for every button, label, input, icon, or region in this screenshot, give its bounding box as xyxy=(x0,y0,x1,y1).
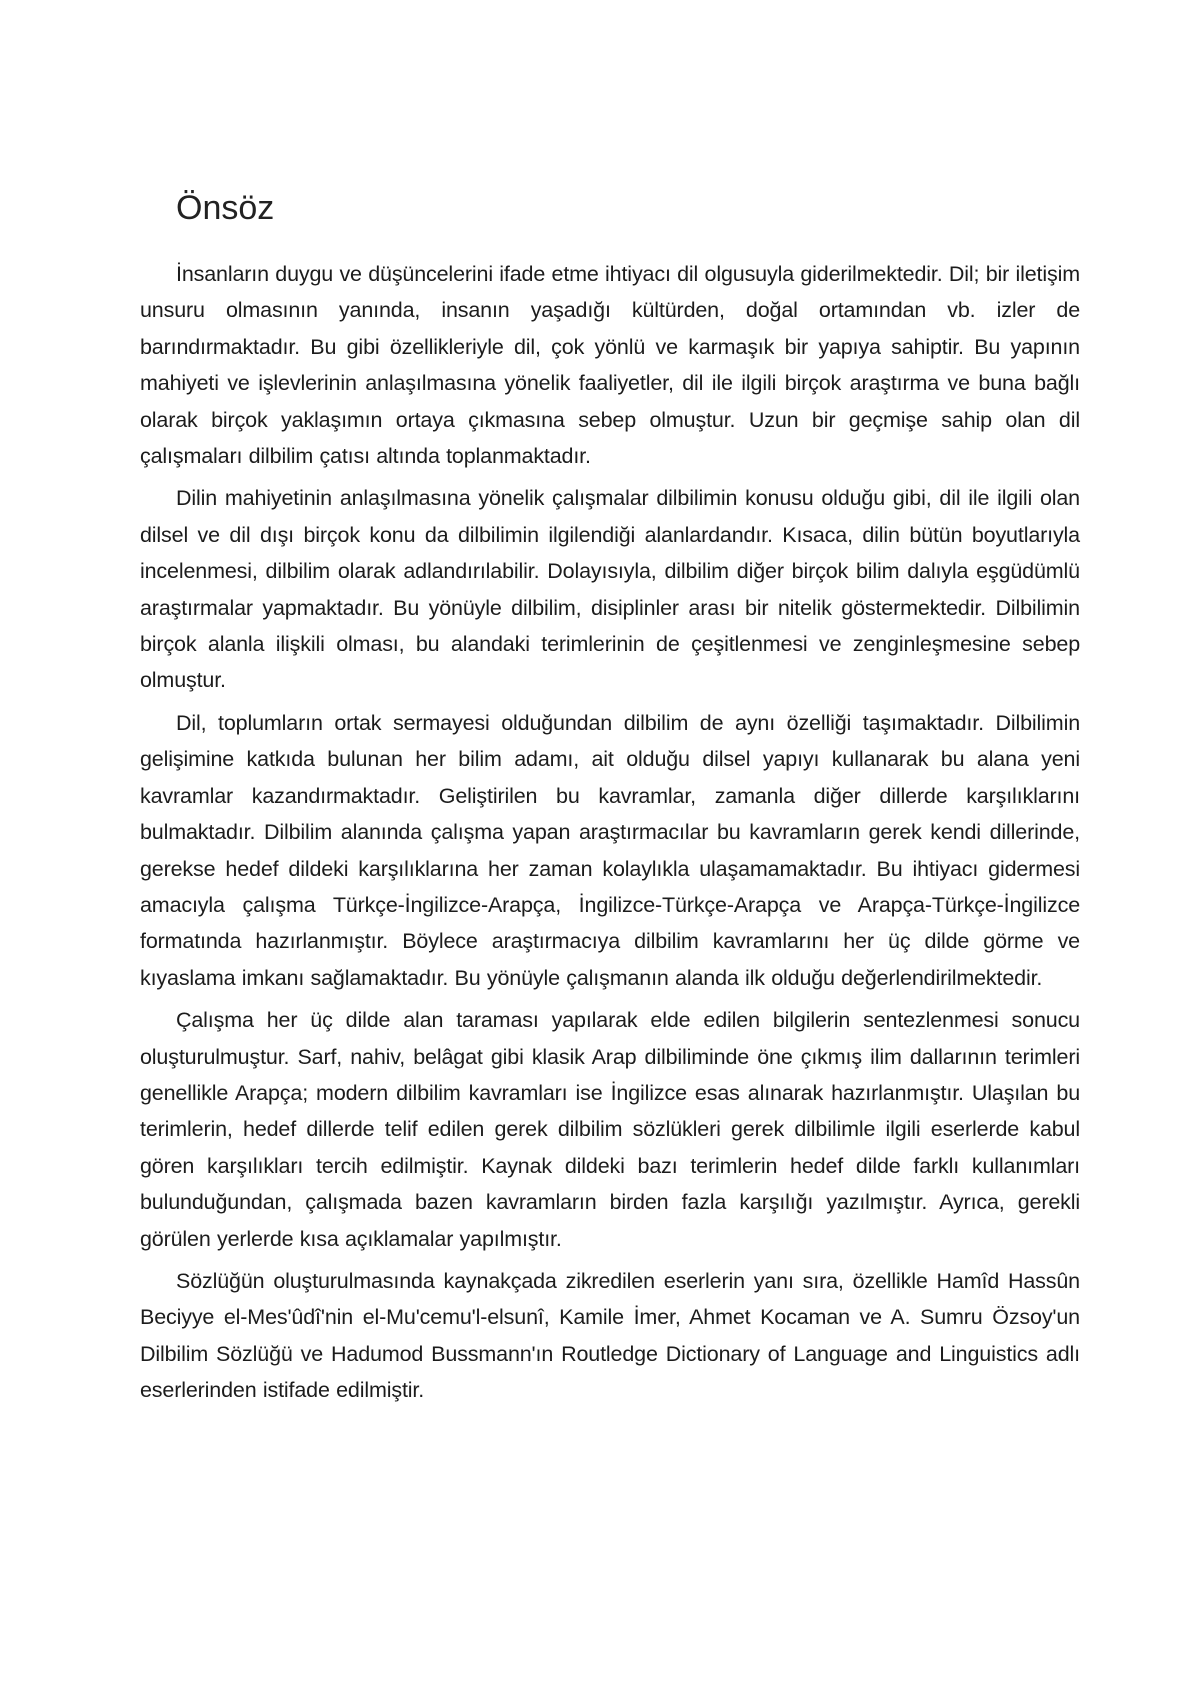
paragraph-1: İnsanların duygu ve düşüncelerini ifade etme ihtiyacı dil olgusuyla giderilmektedir. Dil; bir iletişim unsuru olmasının yanında, insanın yaşadığı kültürden, doğal ortamından vb. izler de barındırmaktadır. Bu gibi özellikleriyle dil, çok yönlü ve karmaşık bir yapıya sahiptir. Bu yapının mahiyeti ve işlevlerinin anlaşılmasına yönelik faaliyetler, dil ile ilgili birçok araştırma ve buna bağlı olarak birçok yaklaşımın ortaya çıkmasına sebep olmuştur. Uzun bir geçmişe sahip olan dil çalışmaları dilbilim çatısı altında toplanmaktadır. xyxy=(140,262,1080,469)
paragraph-4: Çalışma her üç dilde alan taraması yapılarak elde edilen bilgilerin sentezlenmesi sonucu oluşturulmuştur. Sarf, nahiv, belâgat gibi klasik Arap dilbiliminde öne çıkmış ilim dallarının terimleri genellikle Arapça; modern dilbilim kavramları ise İngilizce esas alınarak hazırlanmıştır. Ulaşılan bu terimlerin, hedef dillerde telif edilen gerek dilbilim sözlükleri gerek dilbilimle ilgili eserlerde kabul gören karşılıkları tercih edilmiştir. Kaynak dildeki bazı terimlerin hedef dilde farklı kullanımları bulunduğundan, çalışmada bazen kavramların birden fazla karşılığı yazılmıştır. Ayrıca, gerekli görülen yerlerde kısa açıklamalar yapılmıştır. xyxy=(140,1008,1080,1251)
document-page xyxy=(140,188,1080,1415)
paragraph-5: Sözlüğün oluşturulmasında kaynakçada zikredilen eserlerin yanı sıra, özellikle Hamîd Hassûn Beciyye el-Mes'ûdî'nin el-Mu'cemu'l-elsunî, Kamile İmer, Ahmet Kocaman ve A. Sumru Özsoy'un Dilbilim Sözlüğü ve Hadumod Bussmann'ın Routledge Dictionary of Language and Linguistics adlı eserlerinden istifade edilmiştir. xyxy=(140,1268,1080,1403)
paragraph-2: Dilin mahiyetinin anlaşılmasına yönelik çalışmalar dilbilimin konusu olduğu gibi, dil ile ilgili olan dilsel ve dil dışı birçok konu da dilbilimin ilgilendiği alanlardandır. Kısaca, dilin bütün boyutlarıyla incelenmesi, dilbilim olarak adlandırılabilir. Dolayısıyla, dilbilim diğer birçok bilim dalıyla eşgüdümlü araştırmalar yapmaktadır. Bu yönüyle dilbilim, disiplinler arası bir nitelik göstermektedir. Dilbilimin birçok alanla ilişkili olması, bu alandaki terimlerinin de çeşitlenmesi ve zenginleşmesine sebep olmuştur. xyxy=(140,486,1080,693)
page-title: Önsöz xyxy=(176,189,275,227)
document-body xyxy=(140,256,1080,1409)
paragraph-3: Dil, toplumların ortak sermayesi olduğundan dilbilim de aynı özelliği taşımaktadır. Dilbilimin gelişimine katkıda bulunan her bilim adamı, ait olduğu dilsel yapıyı kullanarak bu alana yeni kavramlar kazandırmaktadır. Geliştirilen bu kavramlar, zamanla diğer dillerde karşılıklarını bulmaktadır. Dilbilim alanında çalışma yapan araştırmacılar bu kavramların gerek kendi dillerinde, gerekse hedef dildeki karşılıklarına her zaman kolaylıkla ulaşamamaktadır. Bu ihtiyacı gidermesi amacıyla çalışma Türkçe-İngilizce-Arapça, İngilizce-Türkçe-Arapça ve Arapça-Türkçe-İngilizce formatında hazırlanmıştır. Böylece araştırmacıya dilbilim kavramlarını her üç dilde görme ve kıyaslama imkanı sağlamaktadır. Bu yönüyle çalışmanın alanda ilk olduğu değerlendirilmektedir. xyxy=(140,710,1080,990)
